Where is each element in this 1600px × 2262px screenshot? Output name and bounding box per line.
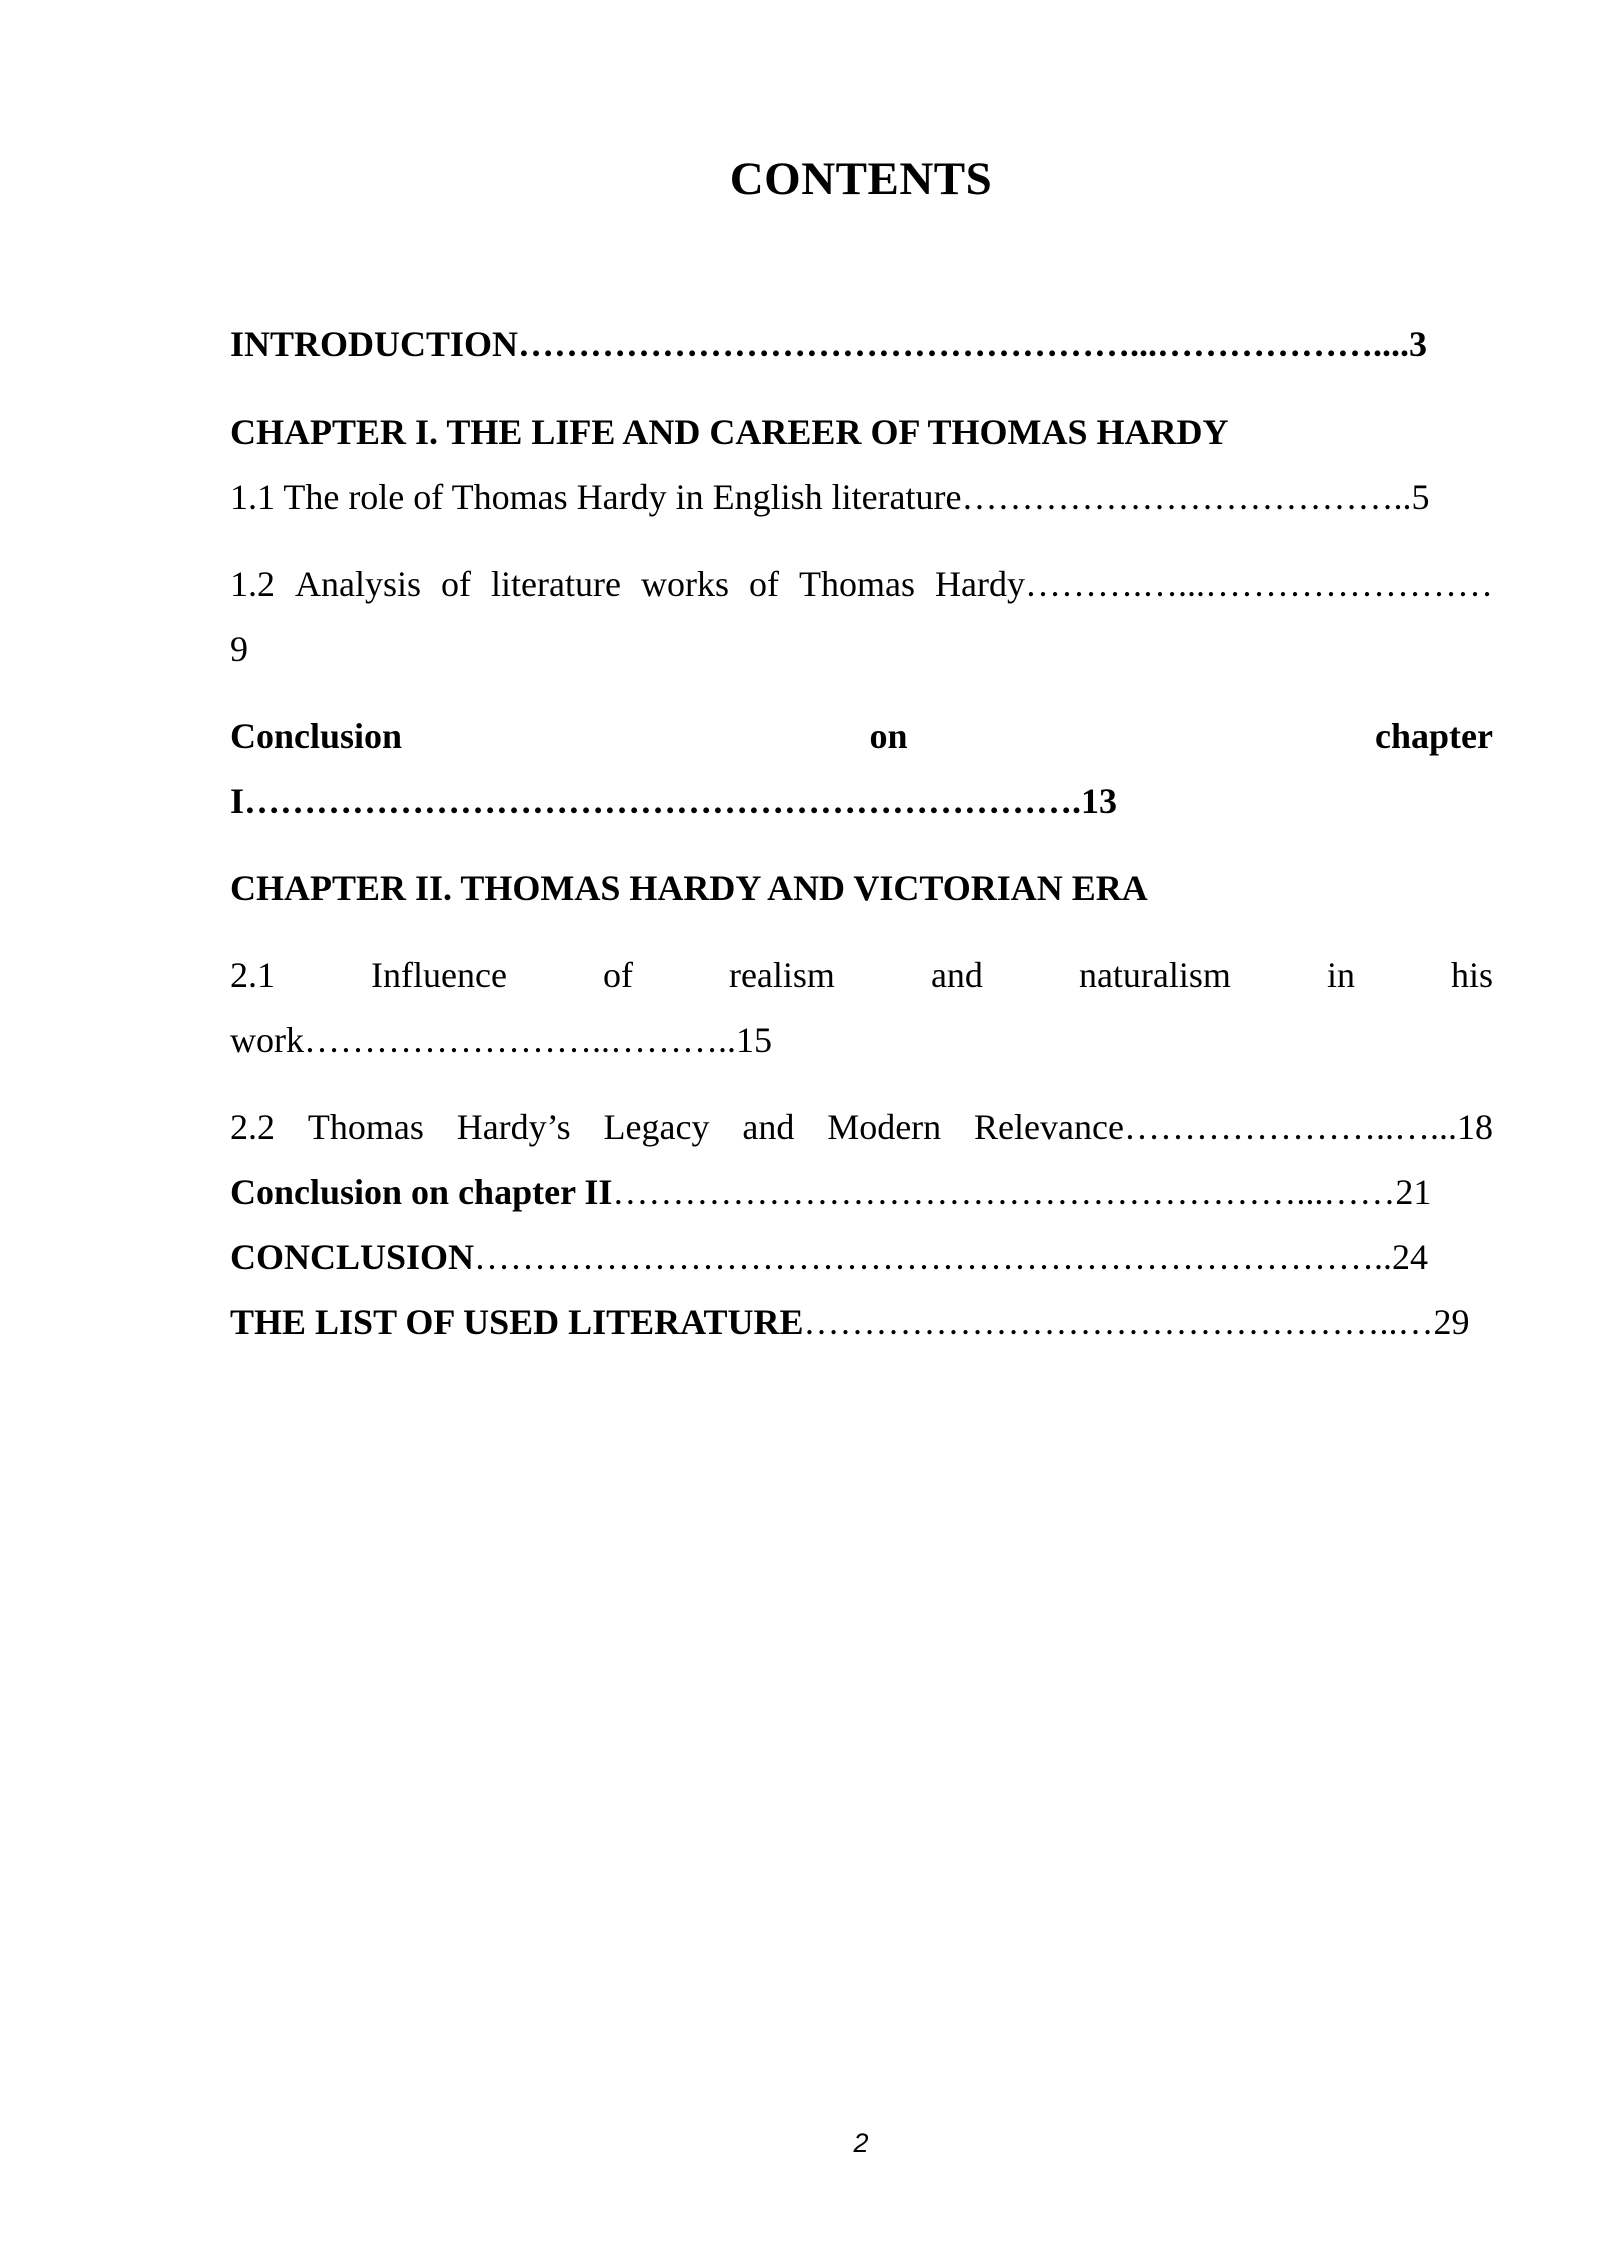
toc-word: literature — [491, 564, 621, 604]
toc-word: of — [749, 564, 779, 604]
toc-word: 1.2 — [230, 564, 275, 604]
toc-word: on — [869, 716, 908, 756]
toc-entry-conclusion-ch1-cont — [230, 779, 1493, 823]
toc-word: Thomas — [799, 564, 915, 604]
toc-entry-2-1-cont: work……………………..………..15 — [230, 1020, 772, 1060]
toc-word: Hardy’s — [456, 1107, 571, 1147]
toc-word: and — [930, 955, 983, 995]
toc-entry-conclusion-ch2 — [230, 1170, 1493, 1214]
toc-word: 2.2 — [230, 1107, 275, 1147]
toc-word: his — [1450, 955, 1493, 995]
toc-entry-conclusion-ch1 — [230, 714, 1493, 758]
toc-word: and — [742, 1107, 795, 1147]
toc-entry-introduction: INTRODUCTION……………………………………………...………………....3 — [230, 324, 1428, 364]
toc-word: works — [640, 564, 729, 604]
page-number: 2 — [853, 2128, 869, 2158]
toc-entry-literature — [230, 1300, 1493, 1344]
toc-entry-1-2 — [230, 562, 1493, 606]
toc-word: 2.1 — [230, 955, 275, 995]
toc-chapter-1-title: CHAPTER I. THE LIFE AND CAREER OF THOMAS HARDY — [230, 412, 1229, 452]
toc-entry-1-2-page: 9 — [230, 629, 248, 669]
toc-label: Conclusion on chapter II — [230, 1172, 613, 1212]
toc-word: Modern — [827, 1107, 942, 1147]
toc-chapter-2-title: CHAPTER II. THOMAS HARDY AND VICTORIAN ERA — [230, 868, 1148, 908]
toc-word: Influence — [371, 955, 507, 995]
toc-entry-2-1 — [230, 953, 1493, 997]
toc-leader: …………………………………………………...……21 — [612, 1172, 1432, 1212]
toc-leader: …………………………………………..…29 — [803, 1302, 1470, 1342]
toc-leader: …………………………………………………………………..24 — [474, 1237, 1429, 1277]
toc-label: THE LIST OF USED LITERATURE — [230, 1302, 804, 1342]
toc-word: of — [602, 955, 633, 995]
toc-label: CONCLUSION — [230, 1237, 475, 1277]
toc-word: Hardy……….…...…………………… — [935, 564, 1493, 604]
toc-word: realism — [728, 955, 835, 995]
toc-entry-2-2 — [230, 1105, 1493, 1149]
toc-word: in — [1326, 955, 1355, 995]
toc-text: I…………………………………………………………….13 — [230, 781, 1118, 821]
toc-word: Conclusion — [230, 716, 403, 756]
toc-word: of — [441, 564, 472, 604]
page-title: CONTENTS — [729, 153, 993, 205]
toc-word: Thomas — [307, 1107, 424, 1147]
toc-word: Relevance…………………..…...18 — [974, 1107, 1493, 1147]
toc-entry-1-1: 1.1 The role of Thomas Hardy in English literature………………………………..5 — [230, 477, 1430, 517]
toc-word: Legacy — [603, 1107, 710, 1147]
toc-word: Analysis — [295, 564, 422, 604]
toc-entry-conclusion — [230, 1235, 1493, 1279]
toc-word: chapter — [1375, 716, 1493, 756]
toc-word: naturalism — [1078, 955, 1231, 995]
